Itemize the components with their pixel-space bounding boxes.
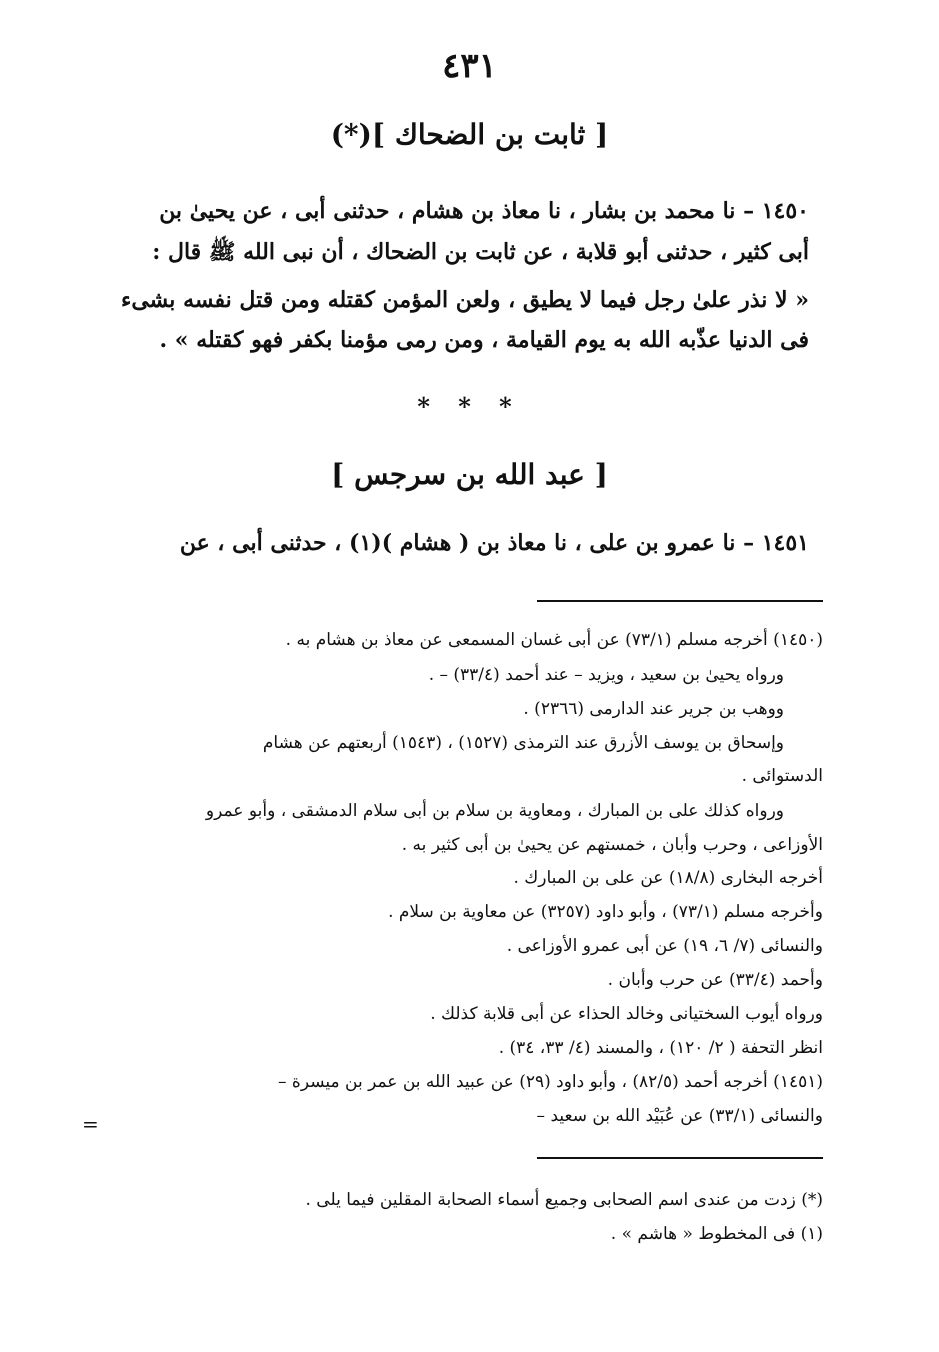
footnote-line: (١٤٥٠) أخرجه مسلم (٧٣/١) عن أبى غسان المسمعى عن معاذ بن هشام به . (285, 630, 823, 650)
footnote-line: أخرجه البخارى (١٨/٨) عن على بن المبارك . (513, 868, 823, 888)
footnote-line: والنسائى (٣٣/١) عن عُبَيْد الله بن سعيد – (536, 1106, 823, 1126)
footnote-line: وأحمد (٣٣/٤) عن حرب وأبان . (607, 970, 823, 990)
footnote-line: ورواه يحيىٰ بن سعيد ، ويزيد – عند أحمد (٣٣/٤) – . (428, 665, 784, 685)
section-heading-thabit: [ ثابت بن الضحاك ](*) (330, 118, 609, 151)
footnote-line: وإسحاق بن يوسف الأزرق عند الترمذى (١٥٢٧) ، (١٥٤٣) أربعتهم عن هشام (262, 733, 784, 753)
footnote-divider (537, 600, 823, 602)
bottom-notes-divider (537, 1157, 823, 1159)
manuscript-note: (١) فى المخطوط « هاشم » . (610, 1224, 823, 1244)
footnote-line: الأوزاعى ، وحرب وأبان ، خمستهم عن يحيىٰ بن أبى كثير به . (401, 835, 823, 855)
continuation-marker: = (82, 1112, 99, 1136)
hadith-1451-line-1: ١٤٥١ – نا عمرو بن على ، نا معاذ بن ( هشام )(١) ، حدثنى أبى ، عن (179, 530, 809, 556)
section-separator: * * * (417, 392, 522, 421)
hadith-1450-line-1: ١٤٥٠ – نا محمد بن بشار ، نا معاذ بن هشام ، حدثنى أبى ، عن يحيىٰ بن (159, 198, 809, 224)
footnote-line: والنسائى (٧/ ٦، ١٩) عن أبى عمرو الأوزاعى . (506, 936, 823, 956)
footnote-line: وأخرجه مسلم (٧٣/١) ، وأبو داود (٣٢٥٧) عن معاوية بن سلام . (388, 902, 823, 922)
footnote-line: ورواه كذلك على بن المبارك ، ومعاوية بن سلام بن أبى سلام الدمشقى ، وأبو عمرو (205, 801, 784, 821)
hadith-1450-matn-line-2: فى الدنيا عذّبه الله به يوم القيامة ، ومن رمى مؤمنا بكفر فهو كقتله » . (159, 327, 809, 353)
footnote-line: ورواه أيوب السختيانى وخالد الحذاء عن أبى قلابة كذلك . (430, 1004, 823, 1024)
footnote-line: ووهب بن جرير عند الدارمى (٢٣٦٦) . (523, 699, 784, 719)
section-heading-abdullah: [ عبد الله بن سرجس ] (331, 458, 608, 491)
page-number: ٤٣١ (442, 46, 497, 86)
footnote-line: الدستوائى . (741, 766, 823, 786)
hadith-1450-matn-line-1: « لا نذر علىٰ رجل فيما لا يطيق ، ولعن المؤمن كقتله ومن قتل نفسه بشىء (120, 287, 809, 313)
footnote-line: (١٤٥١) أخرجه أحمد (٨٢/٥) ، وأبو داود (٢٩) عن عبيد الله بن عمر بن ميسرة – (278, 1072, 823, 1092)
footnote-line: انظر التحفة ( ٢/ ١٢٠) ، والمسند (٤/ ٣٣، ٣٤) . (498, 1038, 823, 1058)
editor-note: (*) زدت من عندى اسم الصحابى وجميع أسماء الصحابة المقلين فيما يلى . (305, 1190, 823, 1210)
hadith-1450-line-2: أبى كثير ، حدثنى أبو قلابة ، عن ثابت بن الضحاك ، أن نبى الله ﷺ قال : (152, 239, 809, 265)
